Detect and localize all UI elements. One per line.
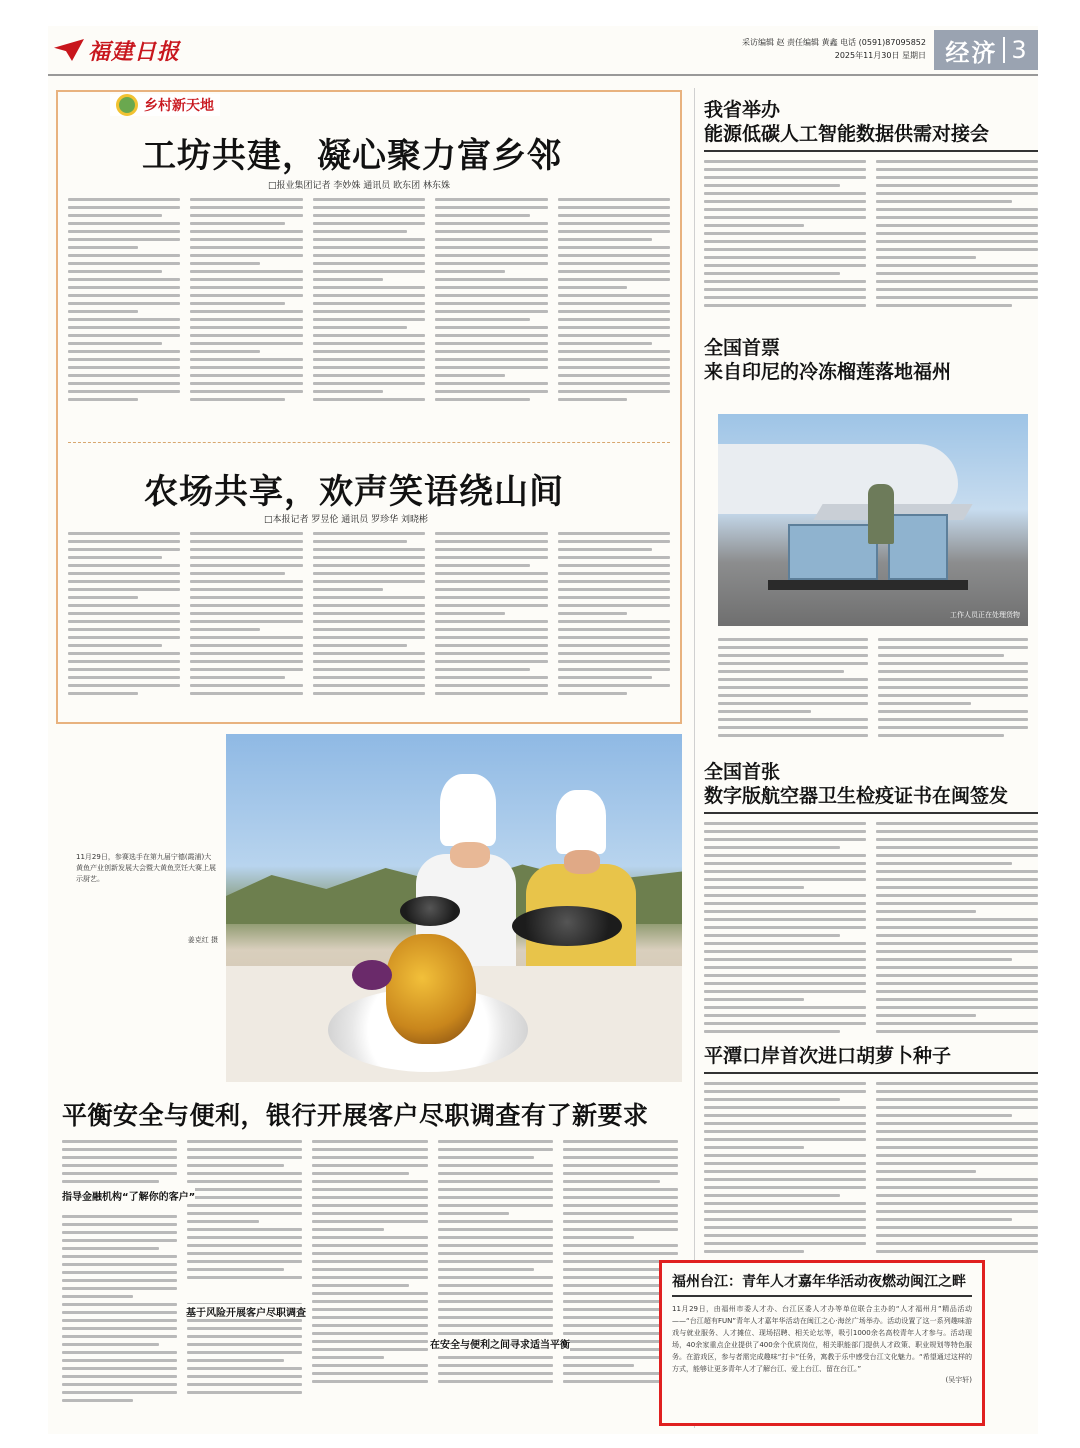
article2-body: [68, 532, 670, 712]
right-article-3: [704, 760, 1038, 1048]
photo-credit: 姜克红 摄: [187, 936, 218, 944]
bank-headline: 平衡安全与便利，银行开展客户尽职调查有了新要求: [62, 1101, 649, 1130]
r3-title-line2: 数字版航空器卫生检疫证书在闽签发: [704, 785, 1009, 807]
section-tag: [934, 30, 1038, 70]
r4-body: [704, 1082, 1038, 1268]
bank-body: [62, 1140, 678, 1430]
bank-subhead-2: 基于风险开展客户尽职调查: [186, 1304, 306, 1319]
r3-title-line1: 全国首张: [704, 761, 781, 783]
column-divider: [694, 88, 695, 1428]
r4-rule: [704, 1072, 1038, 1074]
article2-byline: □本报记者 罗昱伦 通讯员 罗珍华 刘晓彬: [264, 515, 428, 525]
section-name: 经济: [945, 38, 998, 67]
highlight-rule: [672, 1295, 972, 1297]
highlight-body: 11月29日，由福州市委人才办、台江区委人才办等单位联合主办的“人才福州月”精品活动——“台江超有FUN”青年人才嘉年华活动在闽江之心·海丝广场举办。活动设置了这一系列趣味游戏与就业服务、人才摊位、现场招聘、相关论坛等，吸引1000余名高校青年人才参与。活动现场，40余家重点企业提供了400余个优质岗位，相关职能部门提供人才政策、职业规划等特色服务。在游戏区，参与者需完成趣味“打卡”任务，寓教于乐中感受台江文化魅力。“希望通过这样的方式，能够让更多青年人才了解台江、爱上台江、留在台江。”: [672, 1305, 972, 1373]
newspaper-page: [48, 26, 1038, 1434]
column-ribbon: [110, 94, 220, 116]
article2-headline: 农场共享，欢声笑语绕山间: [144, 472, 564, 512]
chef-hat-left: [440, 774, 496, 846]
village-icon: [116, 94, 138, 116]
page-number: 3: [1011, 36, 1027, 64]
right-article-1: [704, 98, 1038, 320]
highlighted-article: [659, 1260, 985, 1426]
photo-caption: 11月29日，参赛选手在第九届宁德(霞浦)大黄鱼产业创新发展大会暨大黄鱼烹饪大赛上展示厨艺。: [76, 853, 216, 883]
garnish: [352, 960, 392, 990]
newspaper-logo: [54, 32, 180, 68]
r2-title-line1: 全国首票: [704, 337, 781, 359]
r1-title-line1: 我省举办: [704, 99, 781, 121]
article1-byline: □报业集团记者 李妙姝 通讯员 欧东团 林东姝: [268, 181, 450, 191]
r1-rule: [704, 150, 1038, 152]
highlight-signature: (吴宇轩): [945, 1376, 972, 1384]
cargo-crate: [788, 524, 878, 580]
feature-divider: [68, 442, 670, 443]
r3-body: [704, 822, 1038, 1048]
feature-box: [56, 90, 682, 724]
chef-face-right: [564, 850, 600, 874]
section-divider: [1003, 37, 1005, 63]
worker-figure: [868, 484, 894, 544]
r2-title-line2: 来自印尼的冷冻榴莲落地福州: [704, 361, 952, 383]
article1-headline: 工坊共建，凝心聚力富乡邻: [142, 136, 562, 176]
header-meta: [742, 36, 926, 62]
chef-hat-right: [556, 790, 606, 854]
logo-text: 福建日报: [88, 38, 181, 65]
bank-subhead-3: 在安全与便利之间寻求适当平衡: [430, 1336, 570, 1351]
small-wok-icon: [400, 896, 460, 926]
plane-photo-caption: 工作人员正在处理货物: [950, 611, 1020, 619]
cargo-cart: [768, 580, 968, 590]
right-article-4: [704, 1044, 1038, 1268]
highlight-headline: 福州台江：青年人才嘉年华活动夜燃动闽江之畔: [672, 1274, 966, 1290]
fish-dish: [386, 934, 476, 1044]
cargo-crate: [888, 514, 948, 580]
r1-body: [704, 160, 1038, 320]
editor-line: 采访编辑 赵 责任编辑 黄鑫 电话 (0591)87095852: [741, 38, 926, 47]
right-article-2: [704, 336, 1038, 384]
masthead: [48, 26, 1038, 76]
r4-title: 平潭口岸首次进口胡萝卜种子: [704, 1045, 952, 1067]
logo-mark-icon: [54, 39, 84, 61]
r2-body: [718, 638, 1028, 748]
chef-contest-photo: [56, 734, 682, 1082]
chef-face-left: [450, 842, 490, 868]
ribbon-label: 乡村新天地: [144, 98, 214, 114]
durian-cargo-photo: [718, 414, 1028, 626]
bank-subhead-1: 指导金融机构“了解你的客户”: [62, 1188, 195, 1203]
r1-title-line2: 能源低碳人工智能数据供需对接会: [704, 123, 990, 145]
article1-body: [68, 198, 670, 428]
photo-caption-panel: [56, 734, 226, 1082]
wok-icon: [512, 906, 622, 946]
r3-rule: [704, 812, 1038, 814]
date-line: 2025年11月30日 星期日: [834, 51, 926, 60]
